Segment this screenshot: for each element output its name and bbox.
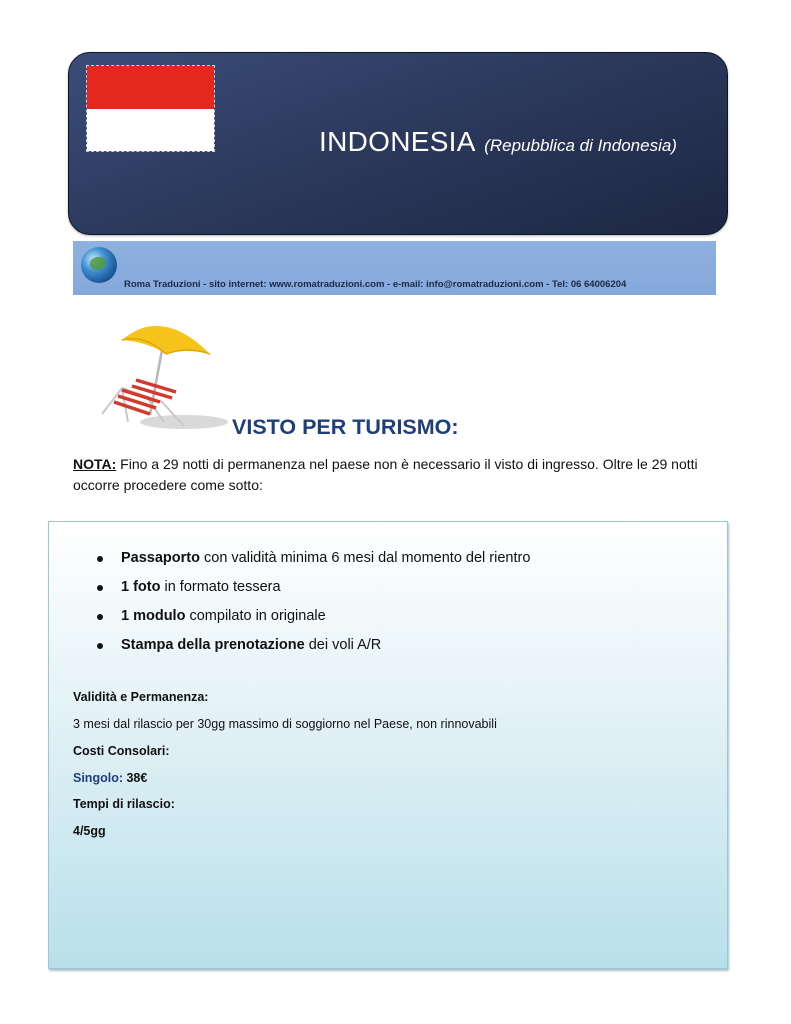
requirements-list [97, 550, 530, 666]
single-cost [73, 771, 147, 785]
country-name: INDONESIA [319, 126, 476, 157]
requirements-box [48, 521, 728, 969]
nota-paragraph [73, 454, 723, 496]
indonesia-flag-icon [86, 65, 215, 152]
validity-label: Validità e Permanenza: [73, 690, 209, 704]
country-full-name: (Repubblica di Indonesia) [484, 136, 677, 155]
globe-icon [81, 247, 117, 283]
requirement-item: Stampa della prenotazione dei voli A/R [97, 637, 530, 666]
visa-title: VISTO PER TURISMO: [232, 415, 459, 439]
nota-label: NOTA: [73, 456, 117, 472]
times-value: 4/5gg [73, 824, 106, 838]
flag-white-stripe [87, 109, 214, 152]
flag-red-stripe [87, 66, 214, 109]
single-label: Singolo: [73, 771, 123, 785]
requirement-item: Passaporto con validità minima 6 mesi dal momento del rientro [97, 550, 530, 579]
validity-text: 3 mesi dal rilascio per 30gg massimo di soggiorno nel Paese, non rinnovabili [73, 717, 497, 731]
nota-text: Fino a 29 notti di permanenza nel paese non è necessario il visto di ingresso. Oltre le 29 notti occorre procedere come sotto: [73, 456, 698, 493]
requirement-item: 1 modulo compilato in originale [97, 608, 530, 637]
single-value: 38€ [123, 771, 148, 785]
times-label: Tempi di rilascio: [73, 797, 175, 811]
contact-banner [73, 241, 716, 295]
country-heading [319, 126, 677, 158]
beach-umbrella-chairs-icon [92, 310, 229, 435]
requirement-item: 1 foto in formato tessera [97, 579, 530, 608]
contact-banner-text: Roma Traduzioni - sito internet: www.romatraduzioni.com - e-mail: info@romatraduzioni.com - Tel: 06 64006204 [124, 279, 627, 290]
costs-label: Costi Consolari: [73, 744, 170, 758]
